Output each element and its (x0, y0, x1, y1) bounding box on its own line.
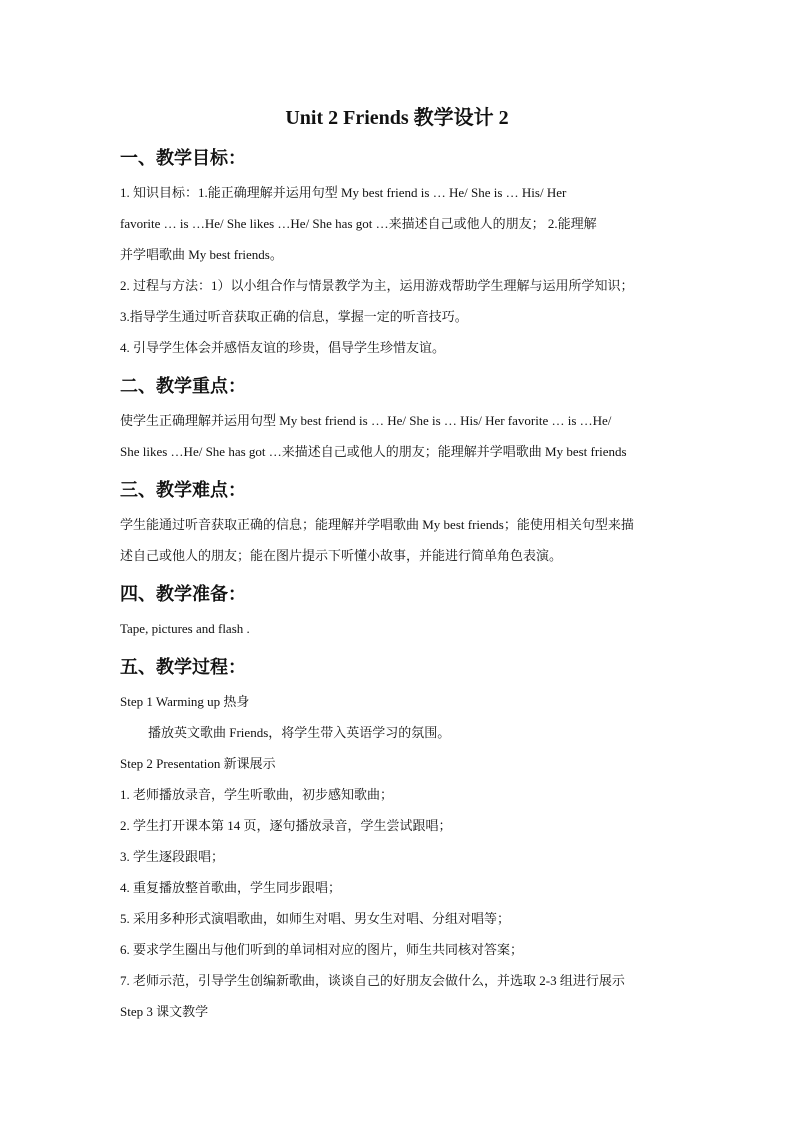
document-title: Unit 2 Friends 教学设计 2 (285, 107, 509, 129)
document-body (120, 143, 676, 1027)
step-2-item: 7. 老师示范，引导学生创编新歌曲，谈谈自己的好朋友会做什么，并选取 2-3 组进行展示 (120, 973, 625, 988)
step-2-item: 2. 学生打开课本第 14 页，逐句播放录音，学生尝试跟唱； (120, 818, 452, 833)
step-2-item: 5. 采用多种形式演唱歌曲，如师生对唱、男女生对唱、分组对唱等； (120, 911, 511, 926)
step-2-item: 4. 重复播放整首歌曲，学生同步跟唱； (120, 880, 342, 895)
step-2-item: 3. 学生逐段跟唱； (120, 849, 225, 864)
step-1-title: Step 1 Warming up 热身 (120, 694, 250, 709)
step-2-title: Step 2 Presentation 新课展示 (120, 756, 276, 771)
objectives-line-4: 2. 过程与方法：1）以小组合作与情景教学为主，运用游戏帮助学生理解与运用所学知识； (120, 278, 634, 293)
objectives-line-6: 4. 引导学生体会并感悟友谊的珍贵，倡导学生珍惜友谊。 (120, 340, 446, 355)
key-points-line-1: 使学生正确理解并运用句型 My best friend is … He/ She is … His/ Her favorite … is …He/ (120, 413, 612, 428)
preparation-line-1: Tape, pictures and flash . (120, 621, 250, 636)
heading-process: 五、教学过程： (120, 657, 246, 677)
step-3-title: Step 3 课文教学 (120, 1004, 209, 1019)
objectives-line-3: 并学唱歌曲 My best friends。 (120, 247, 283, 262)
heading-objectives: 一、教学目标： (120, 148, 246, 168)
step-2-item: 1. 老师播放录音，学生听歌曲，初步感知歌曲； (120, 787, 394, 802)
step-1-text: 播放英文歌曲 Friends，将学生带入英语学习的氛围。 (148, 725, 451, 740)
objectives-line-1: 1. 知识目标：1.能正确理解并运用句型 My best friend is … He/ She is … His/ Her (120, 185, 567, 200)
heading-difficulties: 三、教学难点： (120, 480, 246, 500)
objectives-line-5: 3.指导学生通过听音获取正确的信息，掌握一定的听音技巧。 (120, 309, 468, 324)
difficulties-line-1: 学生能通过听音获取正确的信息；能理解并学唱歌曲 My best friends；能使用相关句型来描 (120, 517, 634, 532)
step-2-item: 6. 要求学生圈出与他们听到的单词相对应的图片，师生共同核对答案； (120, 942, 524, 957)
key-points-line-2: She likes …He/ She has got …来描述自己或他人的朋友；能理解并学唱歌曲 My best friends (120, 444, 627, 459)
heading-preparation: 四、教学准备： (120, 584, 246, 604)
difficulties-line-2: 述自己或他人的朋友；能在图片提示下听懂小故事，并能进行简单角色表演。 (120, 548, 563, 563)
objectives-line-2: favorite … is …He/ She likes …He/ She has got …来描述自己或他人的朋友； 2.能理解 (120, 216, 597, 231)
heading-key-points: 二、教学重点： (120, 376, 246, 396)
